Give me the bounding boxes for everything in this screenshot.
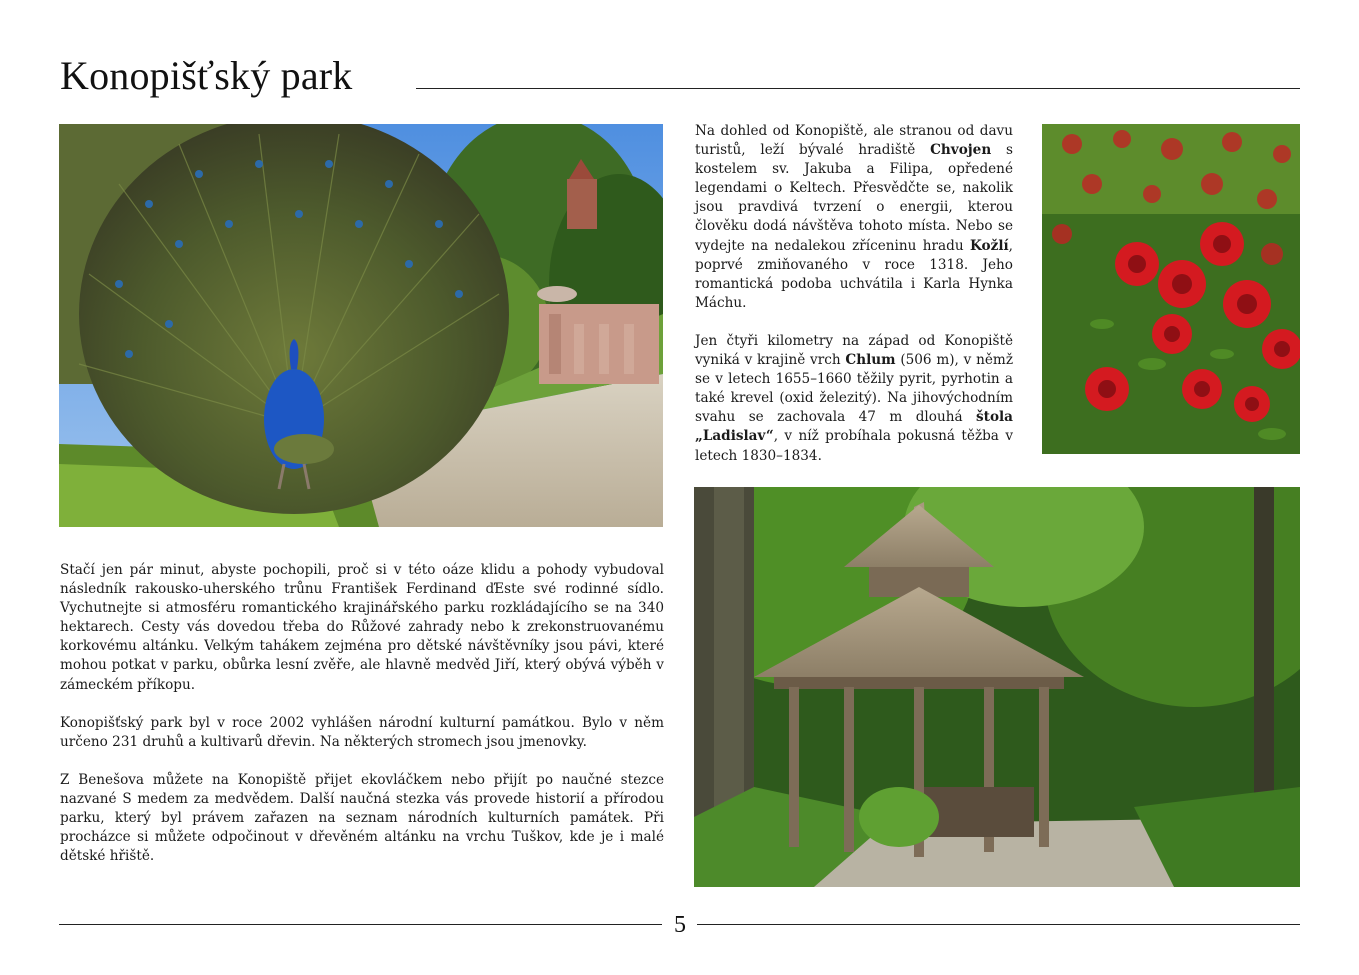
- footer-rule-right: [697, 924, 1300, 925]
- bold-chvojen: Chvojen: [930, 142, 992, 159]
- red-roses-photo: [1042, 124, 1300, 454]
- page-title: Konopišťský park: [60, 53, 353, 98]
- left-column-text: [60, 561, 664, 885]
- bold-kozli: Kožlí: [970, 237, 1009, 254]
- bold-stola-ladislav: štola „Ladislav“: [695, 409, 1013, 445]
- peacock-photo: [59, 124, 663, 527]
- gazebo-photo: [694, 487, 1300, 887]
- paragraph-chvojen: Na dohled od Konopiště, ale stranou od davu turistů, leží bývalé hradiště Chvojen s kostelem sv. Jakuba a Filipa, opředené legendami o Keltech. Přesvědčte se, nakolik jsou pravdivá tvrzení o energii, kterou člověku dodá návštěva tohoto místa. Nebo se vydejte na nedalekou zříceninu hradu Kožlí, poprvé zmiňovaného v roce 1318. Jeho romantická podoba uchvátila i Karla Hynka Máchu.: [695, 123, 1013, 311]
- bold-chlum: Chlum: [845, 352, 896, 369]
- right-column-text: [695, 122, 1013, 485]
- footer-rule-left: [59, 924, 662, 925]
- paragraph-chlum: Jen čtyři kilometry na západ od Konopiště vyniká v krajině vrch Chlum (506 m), v němž se v letech 1655–1660 těžily pyrit, pyrhotin a také krevel (oxid železitý). Na jihovýchodním svahu se zachovala 47 m dlouhá štola „Ladislav“, v níž probíhala pokusná těžba v letech 1830–1834.: [695, 332, 1013, 464]
- paragraph-intro: Stačí jen pár minut, abyste pochopili, proč si v této oáze klidu a pohody vybudoval následník rakousko-uherského trůnu František Ferdinand ďEste své rodinné sídlo. Vychutnejte si atmosféru romantického krajinářského parku rozkládajícího se na 340 hektarech. Cesty vás dovedou třeba do Růžové zahrady nebo k zrekonstruovanému korkovému altánku. Velkým tahákem zejména pro dětské návštěvníky jsou pávi, které mohou potkat v parku, obůrka lesní zvěře, ale hlavně medvěd Jiří, který obývá výběh v zámeckém příkopu.: [60, 562, 664, 693]
- page-number: 5: [674, 912, 686, 938]
- paragraph-access: Z Benešova můžete na Konopiště přijet ekovláčkem nebo přijít po naučné stezce nazvané S medem za medvědem. Další naučná stezka vás provede historií a přírodou parku, který byl právem zařazen na seznam národních kulturních památek. Při procházce si můžete odpočinout v dřevěném altánku na vrchu Tuškov, kde je i malé dětské hřiště.: [60, 771, 664, 865]
- title-rule: [416, 88, 1300, 89]
- paragraph-monument: Konopišťský park byl v roce 2002 vyhlášen národní kulturní památkou. Bylo v něm určeno 231 druhů a kultivarů dřevin. Na některých stromech jsou jmenovky.: [60, 714, 664, 750]
